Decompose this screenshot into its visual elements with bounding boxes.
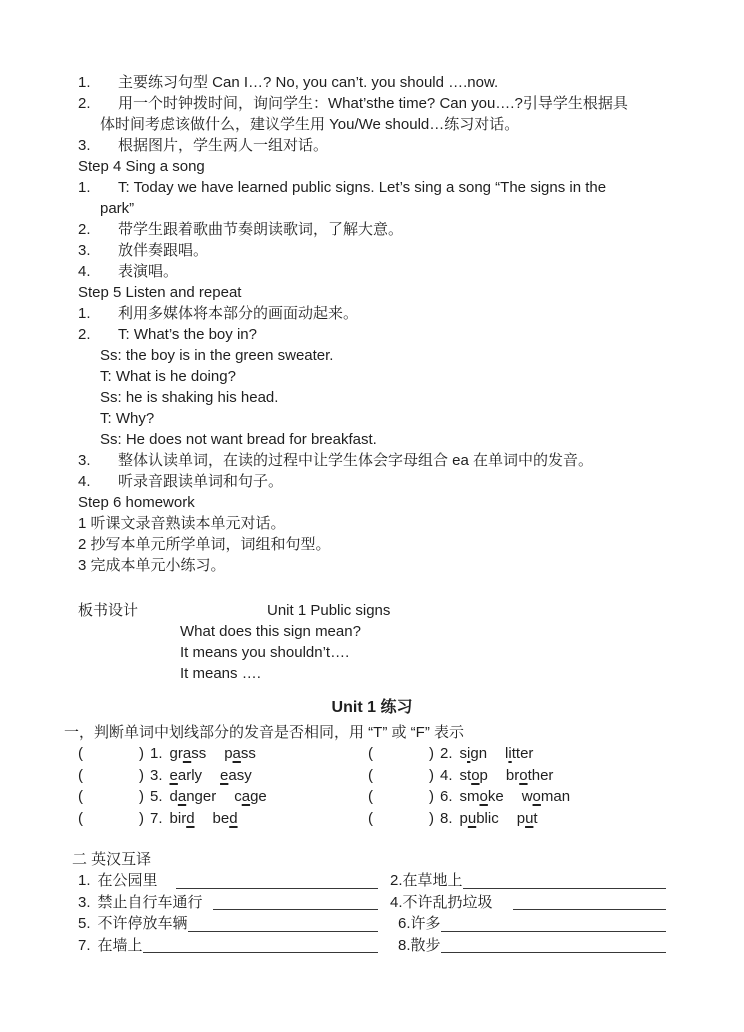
word-part: t bbox=[533, 809, 538, 827]
item-text: 不许乱扔垃圾 bbox=[402, 893, 493, 911]
answer-bracket-close: ) bbox=[139, 766, 144, 784]
homework-item: 3 完成本单元小练习。 bbox=[78, 557, 226, 574]
item-number: 1. bbox=[78, 74, 91, 91]
word-2 bbox=[517, 810, 538, 827]
underlined-letter: e bbox=[220, 766, 229, 784]
phonics-item bbox=[368, 743, 666, 765]
phonics-item bbox=[78, 743, 368, 765]
item-number: 3. bbox=[78, 452, 91, 469]
word-1 bbox=[460, 745, 488, 762]
board-design-title: Unit 1 Public signs bbox=[267, 602, 391, 619]
answer-bracket-open: ( bbox=[78, 745, 83, 762]
answer-bracket-open: ( bbox=[368, 809, 373, 827]
underlined-letter: a bbox=[177, 788, 187, 805]
item-number: 1. bbox=[78, 179, 91, 196]
spacer bbox=[78, 576, 666, 600]
underlined-letter: d bbox=[186, 809, 195, 827]
underlined-letter: o bbox=[532, 788, 541, 805]
item-text: 在草地上 bbox=[402, 872, 463, 889]
phonics-item bbox=[78, 765, 368, 787]
underlined-letter: a bbox=[182, 745, 192, 762]
item-text: 不许停放车辆 bbox=[97, 915, 188, 932]
word-part: w bbox=[521, 788, 533, 805]
translation-item bbox=[78, 870, 378, 892]
exercise-title: Unit 1 练习 bbox=[331, 699, 413, 716]
word-part: arly bbox=[177, 766, 203, 784]
item-text: 整体认读单词，在读的过程中让学生体会字母组合 ea 在单词中的发音。 bbox=[118, 452, 594, 469]
list-item bbox=[78, 219, 666, 240]
word-part: p bbox=[479, 766, 488, 784]
word-part: bir bbox=[169, 809, 187, 827]
translation-item bbox=[390, 913, 666, 935]
word-part: p bbox=[224, 745, 233, 762]
item-number: 3. bbox=[78, 893, 91, 911]
translation-item bbox=[78, 913, 378, 935]
item-number: 8. bbox=[440, 809, 453, 827]
translation-row bbox=[78, 935, 666, 957]
word-1 bbox=[170, 810, 195, 827]
word-2 bbox=[224, 745, 256, 762]
word-part: ss bbox=[191, 745, 207, 762]
word-part: tter bbox=[511, 745, 534, 762]
list-item bbox=[78, 93, 666, 114]
translation-row bbox=[78, 892, 666, 914]
word-part: d bbox=[169, 788, 178, 805]
item-number: 4. bbox=[78, 473, 91, 490]
phonics-item bbox=[368, 765, 666, 787]
answer-bracket-open: ( bbox=[368, 766, 373, 784]
item-text: 在墙上 bbox=[97, 936, 143, 954]
item-number: 4. bbox=[78, 263, 91, 280]
dialog-line: T: What is he doing? bbox=[100, 368, 236, 385]
word-2 bbox=[522, 788, 570, 805]
answer-blank bbox=[213, 892, 378, 911]
word-part: asy bbox=[228, 766, 252, 784]
item-number: 2. bbox=[440, 745, 453, 762]
answer-bracket-close: ) bbox=[139, 745, 144, 762]
word-1 bbox=[170, 788, 217, 805]
word-part: p bbox=[516, 809, 526, 827]
board-design-line: It means …. bbox=[180, 665, 261, 682]
dialog-line: Ss: the boy is in the green sweater. bbox=[100, 347, 334, 364]
list-item bbox=[78, 135, 666, 156]
item-text: 听录音跟读单词和句子。 bbox=[118, 473, 284, 490]
word-part: nger bbox=[186, 788, 217, 805]
answer-blank bbox=[176, 870, 378, 889]
word-2 bbox=[505, 745, 533, 762]
item-number: 1. bbox=[78, 305, 91, 322]
phonics-row bbox=[78, 743, 666, 765]
answer-blank bbox=[513, 892, 666, 911]
word-2 bbox=[234, 788, 267, 805]
item-text: 根据图片，学生两人一组对话。 bbox=[118, 137, 329, 154]
translation-heading: 二 英汉互译 bbox=[72, 851, 152, 868]
board-design-label: 板书设计 bbox=[78, 602, 139, 619]
item-number: 2. bbox=[78, 95, 91, 112]
homework-item: 2 抄写本单元所学单词，词组和句型。 bbox=[78, 536, 331, 553]
underlined-letter: i bbox=[467, 745, 471, 762]
phonics-item bbox=[368, 808, 666, 830]
answer-bracket-close: ) bbox=[429, 788, 434, 805]
underlined-letter: o bbox=[519, 766, 528, 784]
board-design-line: What does this sign mean? bbox=[180, 623, 361, 640]
item-text: 许多 bbox=[410, 915, 441, 932]
answer-blank bbox=[441, 935, 666, 954]
word-2 bbox=[213, 810, 238, 827]
item-text-continuation: 体时间考虑该做什么，建议学生用 You/We should…练习对话。 bbox=[100, 116, 520, 133]
list-item bbox=[78, 324, 666, 345]
list-item bbox=[78, 240, 666, 261]
underlined-letter: a bbox=[232, 745, 241, 762]
dialog-line: Ss: He does not want bread for breakfast. bbox=[100, 431, 377, 448]
answer-bracket-open: ( bbox=[78, 766, 83, 784]
word-part: ge bbox=[250, 788, 267, 805]
answer-blank bbox=[441, 913, 666, 932]
underlined-letter: u bbox=[467, 809, 477, 827]
translation-item bbox=[390, 892, 666, 914]
word-part: ss bbox=[240, 745, 256, 762]
phonics-row bbox=[78, 786, 666, 808]
dialog-line: T: Why? bbox=[100, 410, 155, 427]
word-1 bbox=[460, 810, 499, 827]
underlined-letter: i bbox=[508, 745, 512, 762]
item-text-continuation: park” bbox=[100, 200, 135, 217]
word-part: s bbox=[459, 745, 468, 762]
answer-bracket-close: ) bbox=[139, 809, 144, 827]
phonics-item bbox=[78, 808, 368, 830]
word-part: blic bbox=[476, 809, 499, 827]
item-number: 2. bbox=[78, 221, 91, 238]
item-number: 5. bbox=[78, 915, 91, 932]
item-text: 放伴奏跟唱。 bbox=[118, 242, 209, 259]
word-part: p bbox=[459, 809, 468, 827]
answer-bracket-open: ( bbox=[368, 788, 373, 805]
board-design-row bbox=[78, 600, 666, 621]
word-1 bbox=[460, 788, 504, 805]
list-item bbox=[78, 177, 666, 198]
underlined-letter: e bbox=[169, 766, 178, 784]
item-number: 4. bbox=[390, 893, 403, 911]
item-text: T: Today we have learned public signs. Let’s sing a song “The signs in the bbox=[118, 179, 607, 196]
item-text: 带学生跟着歌曲节奏朗读歌词，了解大意。 bbox=[118, 221, 404, 238]
item-number: 3. bbox=[150, 766, 163, 784]
word-part: gr bbox=[169, 745, 183, 762]
answer-bracket-close: ) bbox=[429, 766, 434, 784]
item-number: 1. bbox=[150, 745, 163, 762]
translation-item bbox=[78, 892, 378, 914]
item-number: 6. bbox=[440, 788, 453, 805]
item-text: 在公园里 bbox=[97, 872, 158, 889]
item-number: 1. bbox=[78, 872, 91, 889]
phonics-row bbox=[78, 765, 666, 787]
item-number: 3. bbox=[78, 242, 91, 259]
step-heading: Step 4 Sing a song bbox=[78, 158, 205, 175]
phonics-instruction: 一，判断单词中划线部分的发音是否相同，用 “T” 或 “F” 表示 bbox=[64, 724, 464, 741]
word-part: man bbox=[540, 788, 571, 805]
spacer bbox=[78, 684, 666, 697]
word-part: ther bbox=[527, 766, 554, 784]
word-part: ke bbox=[487, 788, 504, 805]
step-heading: Step 5 Listen and repeat bbox=[78, 284, 242, 301]
answer-bracket-open: ( bbox=[368, 745, 373, 762]
item-text: 散步 bbox=[410, 936, 441, 954]
translation-item bbox=[78, 935, 378, 957]
item-text: T: What’s the boy in? bbox=[118, 326, 257, 343]
item-number: 2. bbox=[390, 872, 403, 889]
answer-blank bbox=[463, 870, 666, 889]
word-1 bbox=[460, 767, 488, 784]
phonics-item bbox=[368, 786, 666, 808]
item-text: 主要练习句型 Can I…? No, you can’t. you should ….now. bbox=[118, 74, 499, 91]
word-part: gn bbox=[470, 745, 488, 762]
list-item bbox=[78, 303, 666, 324]
spacer bbox=[78, 829, 666, 849]
list-item bbox=[78, 471, 666, 492]
item-number: 4. bbox=[440, 766, 453, 784]
item-number: 5. bbox=[150, 788, 163, 805]
word-part: be bbox=[212, 809, 230, 827]
word-part: sm bbox=[459, 788, 480, 805]
underlined-letter: a bbox=[241, 788, 251, 805]
item-number: 7. bbox=[78, 936, 91, 954]
underlined-letter: u bbox=[525, 809, 534, 827]
item-text: 用一个时钟拨时间，询问学生：What’sthe time? Can you….?引导学生根据具 bbox=[118, 95, 628, 112]
answer-blank bbox=[188, 913, 378, 932]
translation-item bbox=[390, 870, 666, 892]
underlined-letter: d bbox=[229, 809, 238, 827]
underlined-letter: o bbox=[479, 788, 488, 805]
phonics-item bbox=[78, 786, 368, 808]
list-item bbox=[78, 450, 666, 471]
word-part: l bbox=[505, 745, 509, 762]
underlined-letter: o bbox=[471, 766, 480, 784]
item-number: 3. bbox=[78, 137, 91, 154]
item-number: 6. bbox=[398, 915, 411, 932]
dialog-line: Ss: he is shaking his head. bbox=[100, 389, 279, 406]
phonics-row bbox=[78, 808, 666, 830]
translation-row bbox=[78, 870, 666, 892]
word-2 bbox=[506, 767, 554, 784]
translation-row bbox=[78, 913, 666, 935]
item-text: 禁止自行车通行 bbox=[97, 893, 203, 911]
homework-item: 1 听课文录音熟读本单元对话。 bbox=[78, 515, 286, 532]
item-number: 8. bbox=[398, 936, 411, 954]
list-item bbox=[78, 72, 666, 93]
word-1 bbox=[170, 767, 203, 784]
word-1 bbox=[170, 745, 207, 762]
word-part: st bbox=[459, 766, 472, 784]
item-text: 利用多媒体将本部分的画面动起来。 bbox=[118, 305, 359, 322]
word-2 bbox=[220, 767, 252, 784]
word-part: c bbox=[234, 788, 242, 805]
answer-bracket-close: ) bbox=[139, 788, 144, 805]
answer-blank bbox=[143, 935, 378, 954]
answer-bracket-open: ( bbox=[78, 788, 83, 805]
item-number: 7. bbox=[150, 809, 163, 827]
board-design-line: It means you shouldn’t…. bbox=[180, 644, 350, 661]
item-text: 表演唱。 bbox=[118, 263, 179, 280]
item-number: 2. bbox=[78, 326, 91, 343]
answer-bracket-open: ( bbox=[78, 809, 83, 827]
answer-bracket-close: ) bbox=[429, 809, 434, 827]
answer-bracket-close: ) bbox=[429, 745, 434, 762]
word-part: br bbox=[505, 766, 520, 784]
list-item bbox=[78, 261, 666, 282]
translation-item bbox=[390, 935, 666, 957]
step-heading: Step 6 homework bbox=[78, 494, 195, 511]
